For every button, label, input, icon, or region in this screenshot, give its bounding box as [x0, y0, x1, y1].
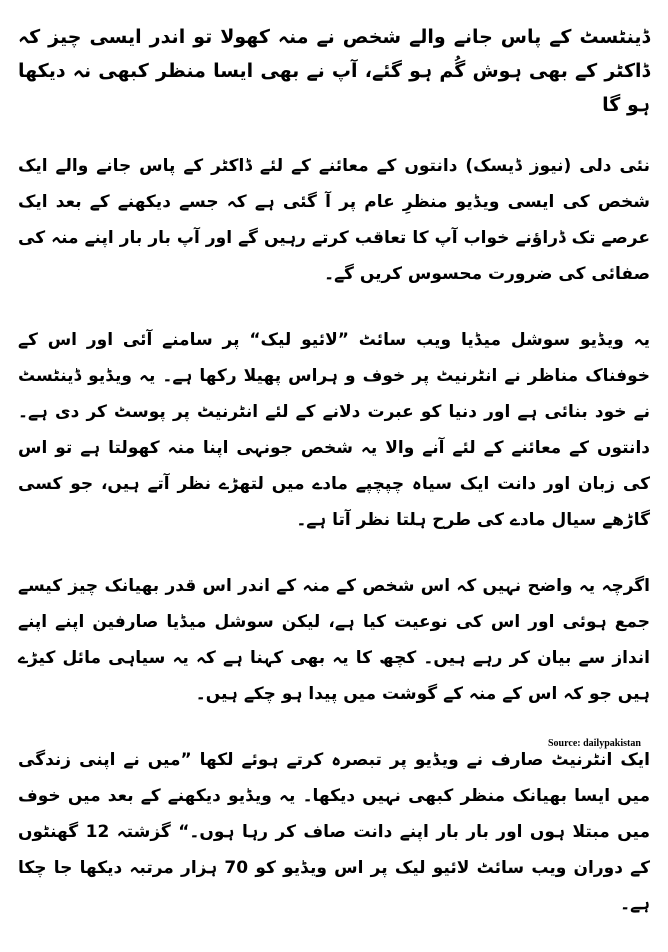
article-headline: ڈینٹسٹ کے پاس جانے والے شخص نے منہ کھولا تو اندر ایسی چیز کہ ڈاکٹر کے بھی ہوش گُم ہو گئے، آپ نے بھی ایسا منظر کبھی نہ دیکھا ہو گا: [18, 26, 650, 116]
article-paragraph-1: نئی دلی (نیوز ڈیسک) دانتوں کے معائنے کے لئے ڈاکٹر کے پاس جانے والے ایک شخص کی ایسی ویڈیو منظرِ عام پر آ گئی ہے کہ جسے دیکھنے کے بعد ایک عرصے تک ڈراؤنے خواب آپ کا تعاقب کرتے رہیں گے اور آپ بار بار اپنے منہ کی صفائی کی ضرورت محسوس کریں گے۔: [18, 156, 650, 284]
article-paragraph-4: ایک انٹرنیٹ صارف نے ویڈیو پر تبصرہ کرتے ہوئے لکھا ”میں نے اپنی زندگی میں ایسا بھیانک منظر کبھی نہیں دیکھا۔ یہ ویڈیو دیکھنے کے بعد میں خوف میں مبتلا ہوں اور بار بار اپنے دانت صاف کر رہا ہوں۔“ گزشتہ 12 گھنٹوں کے دوران ویب سائٹ لائیو لیک پر اس ویڈیو کو 70 ہزار مرتبہ دیکھا جا چکا ہے۔: [18, 750, 651, 914]
article-paragraph-2: یہ ویڈیو سوشل میڈیا ویب سائٹ ”لائیو لیک“ پر سامنے آئی اور اس کے خوفناک مناظر نے انٹرنیٹ پر خوف و ہراس پھیلا رکھا ہے۔ یہ ویڈیو ڈینٹسٹ نے خود بنائی ہے اور دنیا کو عبرت دلانے کے لئے انٹرنیٹ پر پوسٹ کر دی ہے۔ دانتوں کے معائنے کے لئے آنے والا یہ شخص جونہی اپنا منہ کھولتا ہے تو اس کی زبان اور دانت ایک سیاہ چپچپے مادے میں لتھڑے نظر آتے ہیں، جو کسی گاڑھے سیال مادے کی طرح ہلتا نظر آتا ہے۔: [18, 330, 650, 530]
article-paragraph-3: اگرچہ یہ واضح نہیں کہ اس شخص کے منہ کے اندر اس قدر بھیانک چیز کیسے جمع ہوئی اور اس کی نوعیت کیا ہے، لیکن سوشل میڈیا صارفین اپنے اپنے انداز سے بیان کر رہے ہیں۔ کچھ کا یہ بھی کہنا ہے کہ یہ سیاہی مائل کیڑے ہیں جو کہ اس کے منہ کے گوشت میں پیدا ہو چکے ہیں۔: [18, 576, 650, 704]
source-credit: Source: dailypakistan: [548, 738, 641, 749]
article-body: [18, 20, 650, 952]
